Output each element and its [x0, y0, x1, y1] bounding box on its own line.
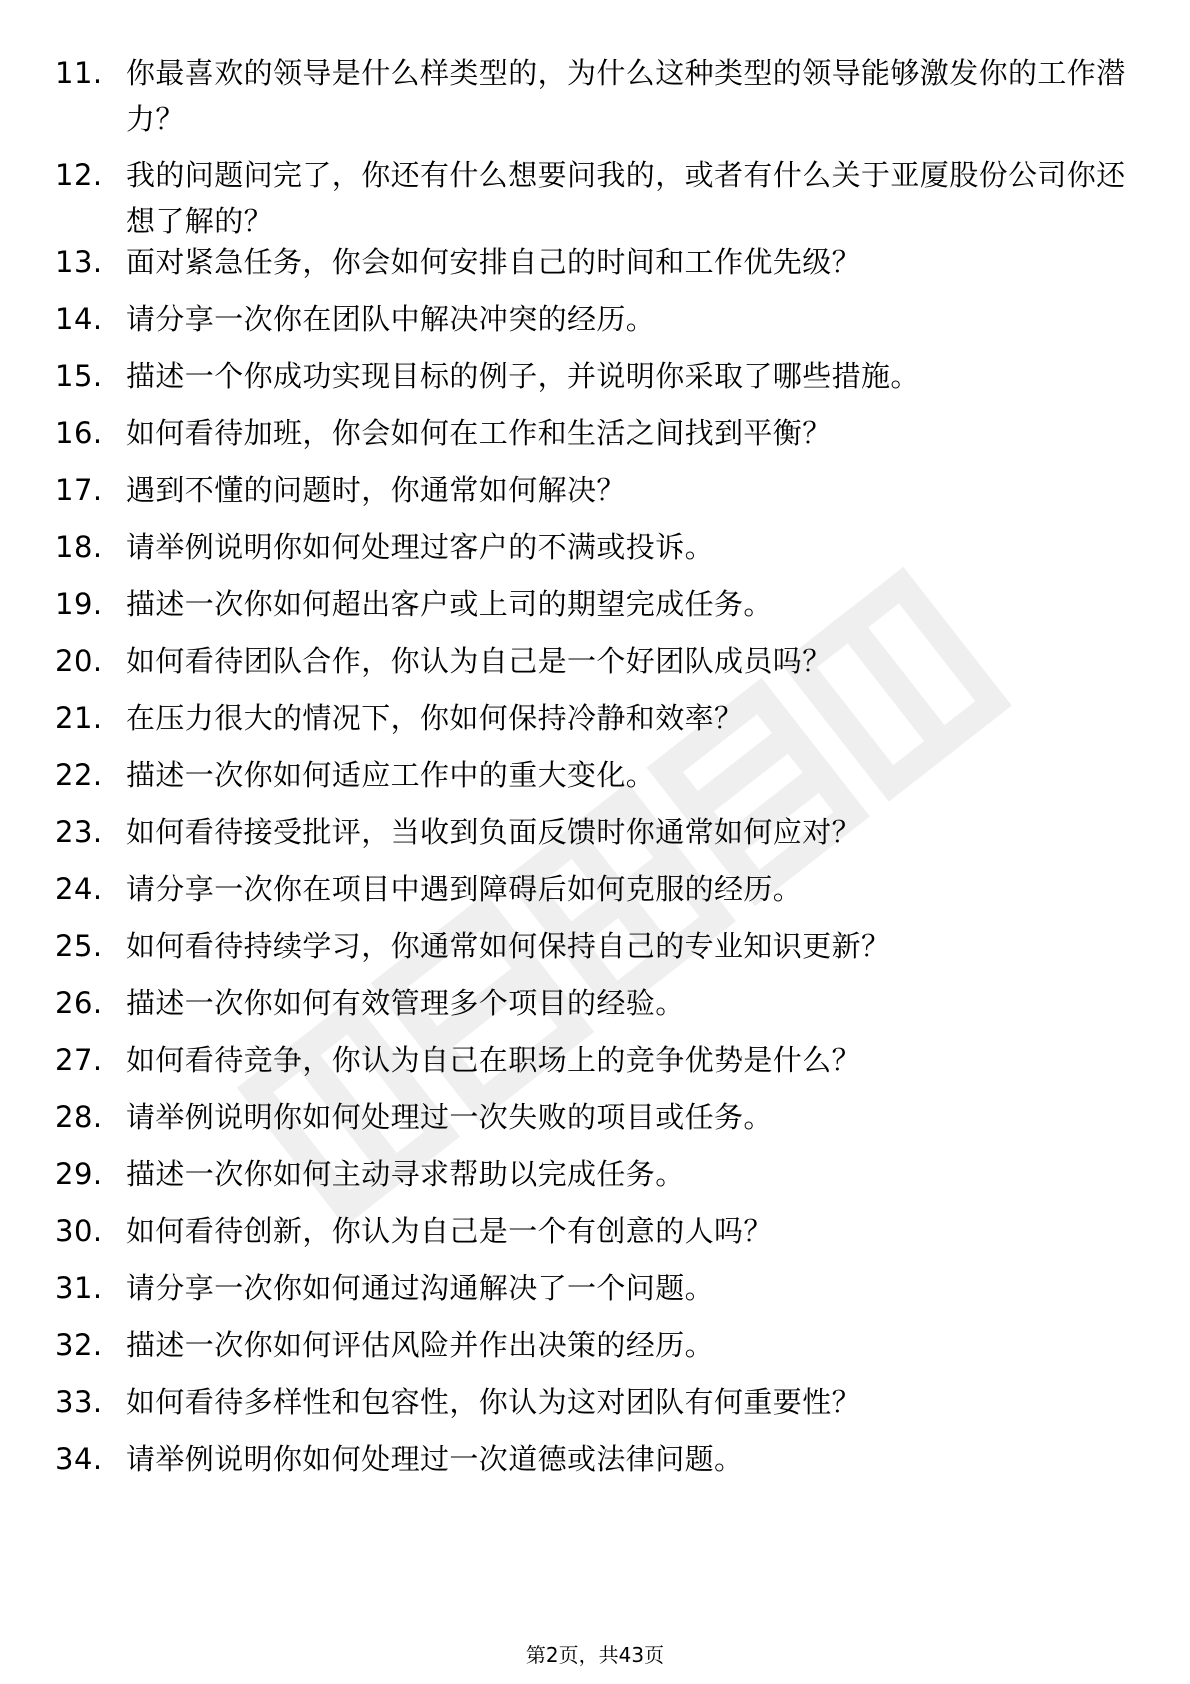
- question-text: 请分享一次你在项目中遇到障碍后如何克服的经历。: [126, 872, 803, 906]
- question-text: 描述一次你如何主动寻求帮助以完成任务。: [126, 1157, 685, 1191]
- question-text: 描述一次你如何有效管理多个项目的经验。: [126, 986, 685, 1020]
- question-text: 请举例说明你如何处理过一次失败的项目或任务。: [126, 1100, 773, 1134]
- question-number: 14.: [55, 302, 103, 336]
- question-text: 你最喜欢的领导是什么样类型的，为什么这种类型的领导能够激发你的工作潜力？: [126, 56, 1126, 136]
- question-number: 17.: [55, 473, 103, 507]
- question-text: 如何看待竞争，你认为自己在职场上的竞争优势是什么？: [126, 1043, 862, 1077]
- question-number: 29.: [55, 1157, 103, 1191]
- question-number: 12.: [55, 158, 103, 192]
- question-text: 请分享一次你如何通过沟通解决了一个问题。: [126, 1271, 715, 1305]
- question-text: 如何看待团队合作，你认为自己是一个好团队成员吗？: [126, 644, 832, 678]
- question-text: 描述一次你如何适应工作中的重大变化。: [126, 758, 656, 792]
- question-number: 21.: [55, 701, 103, 735]
- question-text: 在压力很大的情况下，你如何保持冷静和效率？: [126, 701, 744, 735]
- question-text: 描述一次你如何超出客户或上司的期望完成任务。: [126, 587, 773, 621]
- question-number: 19.: [55, 587, 103, 621]
- question-number: 33.: [55, 1385, 103, 1419]
- question-number: 31.: [55, 1271, 103, 1305]
- question-number: 11.: [55, 56, 103, 90]
- question-number: 23.: [55, 815, 103, 849]
- question-text: 请分享一次你在团队中解决冲突的经历。: [126, 302, 656, 336]
- question-number: 32.: [55, 1328, 103, 1362]
- question-number: 28.: [55, 1100, 103, 1134]
- question-text: 请举例说明你如何处理过客户的不满或投诉。: [126, 530, 715, 564]
- question-number: 18.: [55, 530, 103, 564]
- question-text: 如何看待加班，你会如何在工作和生活之间找到平衡？: [126, 416, 832, 450]
- question-number: 25.: [55, 929, 103, 963]
- question-text: 如何看待持续学习，你通常如何保持自己的专业知识更新？: [126, 929, 891, 963]
- question-number: 34.: [55, 1442, 103, 1476]
- question-number: 30.: [55, 1214, 103, 1248]
- question-text: 如何看待多样性和包容性，你认为这对团队有何重要性？: [126, 1385, 862, 1419]
- question-text: 请举例说明你如何处理过一次道德或法律问题。: [126, 1442, 744, 1476]
- question-number: 22.: [55, 758, 103, 792]
- question-number: 24.: [55, 872, 103, 906]
- question-text: 如何看待创新，你认为自己是一个有创意的人吗？: [126, 1214, 773, 1248]
- question-number: 26.: [55, 986, 103, 1020]
- question-text: 如何看待接受批评，当收到负面反馈时你通常如何应对？: [126, 815, 862, 849]
- question-text: 我的问题问完了，你还有什么想要问我的，或者有什么关于亚厦股份公司你还想了解的？: [126, 158, 1126, 238]
- page-number: 第2页，共43页: [525, 1643, 665, 1667]
- question-text: 描述一次你如何评估风险并作出决策的经历。: [126, 1328, 715, 1362]
- question-number: 16.: [55, 416, 103, 450]
- question-number: 20.: [55, 644, 103, 678]
- question-text: 描述一个你成功实现目标的例子，并说明你采取了哪些措施。: [126, 359, 920, 393]
- question-number: 13.: [55, 245, 103, 279]
- question-text: 遇到不懂的问题时，你通常如何解决？: [126, 473, 626, 507]
- question-number: 27.: [55, 1043, 103, 1077]
- question-text: 面对紧急任务，你会如何安排自己的时间和工作优先级？: [126, 245, 862, 279]
- question-number: 15.: [55, 359, 103, 393]
